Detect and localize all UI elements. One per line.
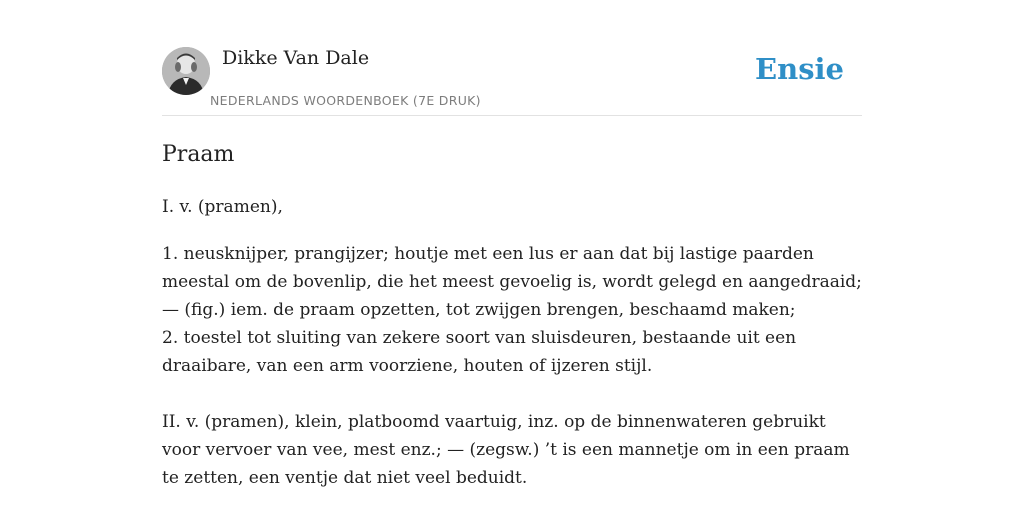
- ensie-logo[interactable]: Ensie: [755, 52, 844, 86]
- entry-title: Praam: [162, 142, 235, 167]
- definition-line: — (fig.) iem. de praam opzetten, tot zwijgen brengen, beschaamd maken;: [162, 300, 796, 320]
- page-container: [162, 0, 862, 512]
- dictionary-source[interactable]: NEDERLANDS WOORDENBOEK (7E DRUK): [210, 93, 481, 108]
- definition-line: 1. neusknijper, prangijzer; houtje met een lus er aan dat bij lastige paarden: [162, 244, 814, 264]
- part1-heading: I. v. (pramen),: [162, 197, 283, 217]
- part1-definition: [162, 240, 862, 380]
- definition-line: draaibare, van een arm voorziene, houten of ijzeren stijl.: [162, 356, 653, 376]
- author-portrait-icon: [162, 47, 210, 95]
- entry-body: [162, 193, 862, 492]
- author-avatar[interactable]: [162, 47, 210, 95]
- part2-definition: [162, 408, 862, 492]
- paragraph-spacer: [162, 380, 862, 408]
- definition-line: meestal om de bovenlip, die het meest gevoelig is, wordt gelegd en aangedraaid;: [162, 272, 862, 292]
- definition-line: te zetten, een ventje dat niet veel beduidt.: [162, 468, 528, 488]
- definition-line: II. v. (pramen), klein, platboomd vaartuig, inz. op de binnenwateren gebruikt: [162, 412, 826, 432]
- entry-header: [162, 0, 862, 116]
- definition-line: voor vervoer van vee, mest enz.; — (zegsw.) ’t is een mannetje om in een praam: [162, 440, 850, 460]
- author-name[interactable]: Dikke Van Dale: [222, 47, 370, 69]
- definition-line: 2. toestel tot sluiting van zekere soort van sluisdeuren, bestaande uit een: [162, 328, 797, 348]
